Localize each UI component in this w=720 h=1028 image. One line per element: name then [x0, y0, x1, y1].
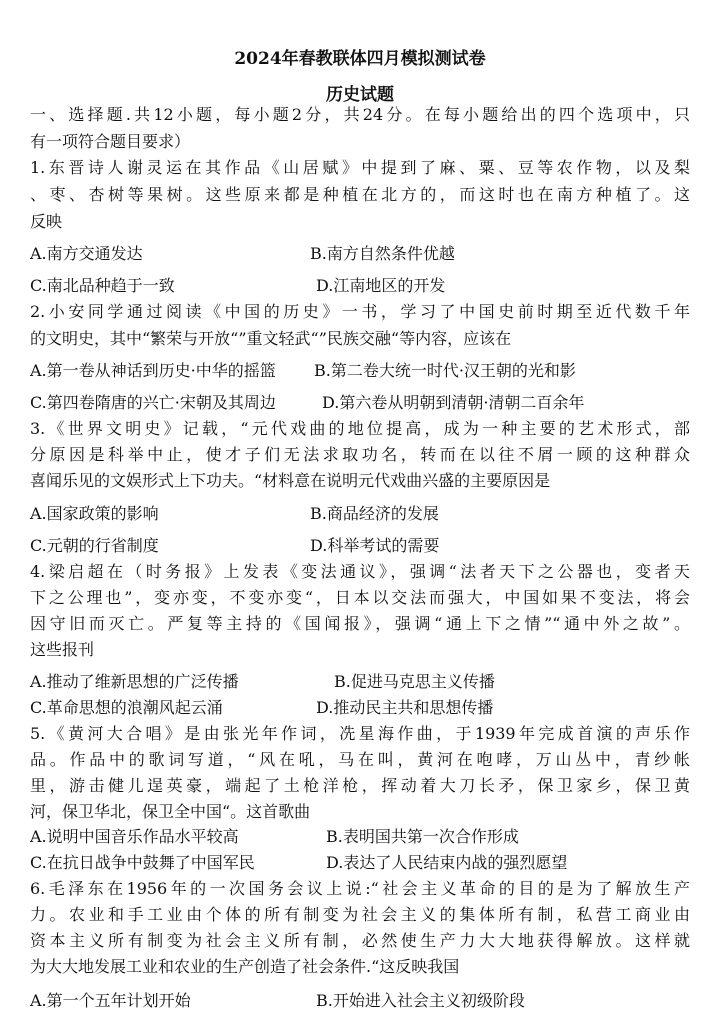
question-2-text: 2.小安同学通过阅读《中国的历史》一书，学习了中国史前时期至近代数千年: [30, 302, 690, 321]
question-2-text: 的文明史，其中“繁荣与开放“”重文轻武“”民族交融“等内容，应该在: [30, 329, 512, 348]
question-4-option-c: C.革命思想的浪潮风起云涌: [30, 698, 223, 717]
question-2-option-b: B.第二卷大统一时代·汉王朝的光和影: [314, 361, 576, 380]
question-4-option-a: A.推动了维新思想的广泛传播: [30, 672, 239, 691]
question-5-option-d: D.表达了人民结束内战的强烈愿望: [326, 853, 568, 872]
question-4-text: 因守旧而灭亡。严复等主持的《国闻报》，强调“通上下之情”“通中外之故”。: [30, 614, 690, 633]
question-1-text: 反映: [30, 212, 63, 231]
question-6-text: 为大大地发展工业和农业的生产创造了社会条件.“这反映我国: [30, 957, 460, 976]
section-instruction-line: 一、选择题.共12小题，每小题2分，共24分。在每小题给出的四个选项中，只: [30, 105, 690, 124]
question-3-option-b: B.商品经济的发展: [310, 504, 439, 523]
question-6-text: 力。农业和手工业由个体的所有制变为社会主义的集体所有制，私营工商业由: [30, 905, 690, 924]
question-2-option-c: C.第四卷隋唐的兴亡·宋朝及其周边: [30, 393, 276, 412]
question-2-option-d: D.第六卷从明朝到清朝·清朝二百余年: [322, 393, 585, 412]
question-5-text: 品。作品中的歌词写道，“风在吼，马在叫，黄河在咆哮，万山丛中，青纱帐: [30, 750, 690, 769]
question-3-option-c: C.元朝的行省制度: [30, 536, 159, 555]
question-6-text: 6.毛泽东在1956年的一次国务会议上说:“社会主义革命的目的是为了解放生产: [30, 879, 690, 898]
question-4-text: 下之公理也”，变亦变，不变亦变“，日本以交法而强大，中国如果不变法，将会: [30, 588, 690, 607]
question-5-option-a: A.说明中国音乐作品水平较高: [30, 827, 239, 846]
question-1-option-a: A.南方交通发达: [30, 244, 143, 263]
question-3-option-a: A.国家政策的影响: [30, 504, 159, 523]
question-2-option-a: A.第一卷从神话到历史·中华的摇篮: [30, 361, 276, 380]
question-5-text: 5.《黄河大合唱》是由张光年作词，冼星海作曲，于1939年完成首演的声乐作: [30, 724, 690, 743]
question-6-option-a: A.第一个五年计划开始: [30, 991, 191, 1010]
question-6-option-b: B.开始进入社会主义初级阶段: [316, 991, 525, 1010]
question-3-option-d: D.科举考试的需要: [310, 536, 440, 555]
question-6-text: 资本主义所有制变为社会主义所有制，必然使生产力大大地获得解放。这样就: [30, 931, 690, 950]
question-4-option-d: D.推动民主共和思想传播: [316, 698, 494, 717]
question-5-text: 里，游击健儿逞英豪，端起了土枪洋枪，挥动着大刀长矛，保卫家乡，保卫黄: [30, 776, 690, 795]
question-4-option-b: B.促进马克思主义传播: [334, 672, 495, 691]
question-3-text: 分原因是科举中止，使才子们无法求取功名，转而在以往不屑一顾的这种群众: [30, 445, 690, 464]
question-1-option-b: B.南方自然条件优越: [310, 244, 455, 263]
section-instruction-line: 有一项符合题目要求）: [30, 132, 191, 151]
question-1-option-d: D.江南地区的开发: [316, 276, 446, 295]
question-1-option-c: C.南北品种趋于一致: [30, 276, 175, 295]
question-5-text: 河，保卫华北，保卫全中国“。这首歌曲: [30, 802, 311, 821]
question-1-text: 、枣、杏树等果树。这些原来都是种植在北方的，而这时也在南方种植了。这: [30, 185, 690, 204]
exam-subtitle: 历史试题: [326, 85, 394, 105]
question-4-text: 这些报刊: [30, 640, 95, 659]
exam-title: 2024年春教联体四月模拟测试卷: [234, 49, 486, 69]
question-3-text: 3.《世界文明史》记载，“元代戏曲的地位提高，成为一种主要的艺术形式，部: [30, 419, 690, 438]
question-5-option-c: C.在抗日战争中鼓舞了中国军民: [30, 853, 255, 872]
question-3-text: 喜闻乐见的文娱形式上下功夫。“材料意在说明元代戏曲兴盛的主要原因是: [30, 471, 551, 490]
question-4-text: 4.梁启超在（时务报》上发表《变法通议》，强调“法者天下之公器也，变者天: [30, 562, 690, 581]
question-5-option-b: B.表明国共第一次合作形成: [326, 827, 519, 846]
question-1-text: 1.东晋诗人谢灵运在其作品《山居赋》中提到了麻、粟、豆等农作物，以及梨: [30, 158, 690, 177]
